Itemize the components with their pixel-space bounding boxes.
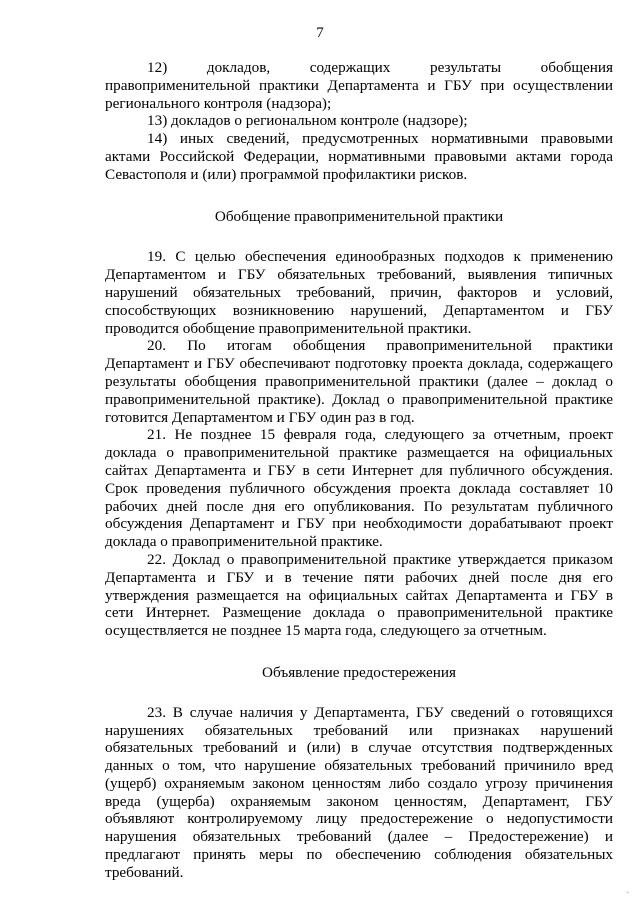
section-heading-generalization: Обобщение правоприменительной практики [214,207,504,225]
document-body [105,59,613,882]
corner-mark: ˇ [626,890,629,900]
paragraph-19: 19. С целью обеспечения единообразных подходов к применению Департаментом и ГБУ обязательных требований, выявления типичных нарушений обязательных требований, причин, факторов и условий, способствующих возникновению нарушений, Департаментом и ГБУ проводится обобщение правоприменительной практики. [105,248,613,337]
paragraph-23: 23. В случае наличия у Департамента, ГБУ сведений о готовящихся нарушениях обязательных требований или признаках нарушений обязательных требований и (или) в случае отсутствия подтвержденных данных о том, что нарушение обязательных требований причинило вред (ущерб) охраняемым законом ценностям либо создало угрозу причинения вреда (ущерба) охраняемым законом ценностям, Департамент, ГБУ объявляют контролируемому лицу предостережение о недопустимости нарушения обязательных требований (далее – Предостережение) и предлагают принять меры по обеспечению соблюдения обязательных требований. [105,703,613,881]
paragraph-item-13: 13) докладов о региональном контроле (надзоре); [147,112,468,130]
paragraph-20: 20. По итогам обобщения правоприменительной практики Департамент и ГБУ обеспечивают подготовку проекта доклада, содержащего результаты обобщения правоприменительной практики (далее – доклад о правоприменительной практике). Доклад о правоприменительной практике готовится Департаментом и ГБУ один раз в год. [105,337,613,426]
paragraph-21: 21. Не позднее 15 февраля года, следующего за отчетным, проект доклада о правоприменительной практике размещается на официальных сайтах Департамента и ГБУ в сети Интернет для публичного обсуждения. Срок проведения публичного обсуждения проекта доклада составляет 10 рабочих дней после дня его опубликования. По результатам публичного обсуждения Департамент и ГБУ при необходимости дорабатывают проект доклада о правоприменительной практике. [105,426,613,551]
paragraph-item-14: 14) иных сведений, предусмотренных нормативными правовыми актами Российской Федерации, нормативными правовыми актами города Севастополя и (или) программой профилактики рисков. [105,130,613,183]
section-heading-warning: Объявление предостережения [262,663,456,681]
page-number: 7 [316,25,324,41]
paragraph-item-12: 12) докладов, содержащих результаты обобщения правоприменительной практики Департамента и ГБУ при осуществлении регионального контроля (надзора); [105,59,613,112]
paragraph-22: 22. Доклад о правоприменительной практике утверждается приказом Департамента и ГБУ и в течение пяти рабочих дней после дня его утверждения размещается на официальных сайтах Департамента и ГБУ в сети Интернет. Размещение доклада о правоприменительной практике осуществляется не позднее 15 марта года, следующего за отчетным. [105,550,613,640]
